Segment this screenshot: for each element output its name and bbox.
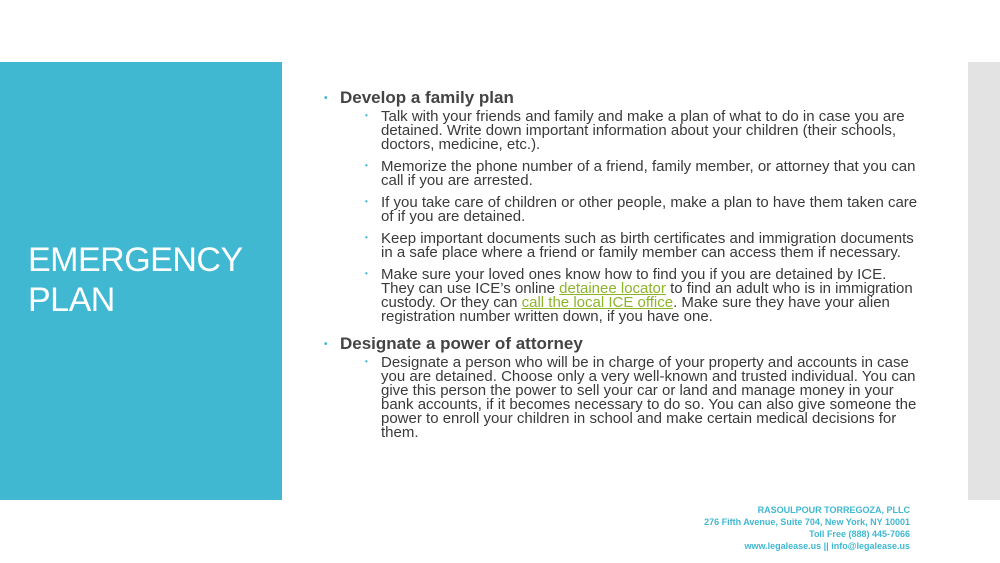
list-item-text: Memorize the phone number of a friend, family member, or attorney that you can call if you are arrested. [381,158,916,189]
list-item [365,232,922,260]
section-heading [322,88,922,108]
list-item [365,268,922,324]
footer-phone: Toll Free (888) 445-7066 [809,529,910,539]
slide-title [28,240,278,320]
sub-bullet-list [322,110,922,324]
section-power-of-attorney [322,334,922,440]
list-item-text: Talk with your friends and family and make a plan of what to do in case you are detained. Write down important information about your children (their schools, doctors, medicine, etc.). [381,108,905,153]
section-heading-text: Develop a family plan [340,88,514,107]
section-heading-text: Designate a power of attorney [340,334,583,353]
footer-web: www.legalease.us || info@legalease.us [744,541,910,551]
right-sidebar-panel [968,62,1000,500]
bullet-icon: • [324,339,328,350]
list-item [365,110,922,152]
list-item-text: If you take care of children or other people, make a plan to have them taken care of if you are detained. [381,194,918,225]
slide-title-line1: EMERGENCY [28,241,243,279]
section-heading [322,334,922,354]
section-family-plan [322,88,922,324]
footer-address: 276 Fifth Avenue, Suite 704, New York, NY 10001 [704,517,910,527]
slide-content [322,88,922,450]
bullet-icon: • [365,269,368,278]
list-item-text-part1: Make sure your loved ones know how to find you if you are detained by ICE. They can use ICE’s online [381,266,887,297]
bullet-icon: • [365,111,368,120]
footer-firm-name: RASOULPOUR TORREGOZA, PLLC [757,505,910,515]
bullet-icon: • [365,357,368,366]
call-ice-office-link[interactable]: call the local ICE office [521,294,674,311]
list-item [365,356,922,440]
list-item-text-part2: to find an adult who is in immigration custody. Or they can [381,280,913,311]
list-item [365,196,922,224]
list-item [365,160,922,188]
list-item-text: Keep important documents such as birth certificates and immigration documents in a safe place where a friend or family member can access them if necessary. [381,230,914,261]
bullet-icon: • [365,161,368,170]
detainee-locator-link[interactable]: detainee locator [559,280,666,297]
slide-title-line2: PLAN [28,281,115,319]
bullet-icon: • [365,197,368,206]
footer-contact [704,504,910,552]
bullet-icon: • [324,93,328,104]
list-item-text-part3: . Make sure they have your alien registration number written down, if you have one. [381,294,890,325]
list-item-text: Designate a person who will be in charge of your property and accounts in case you are detained. Choose only a very well-known and trusted individual. You can give this person the power to sell your car or land and manage money in your bank accounts, if it becomes necessary to do so. You can also give someone the power to enroll your children in school and make certain medical decisions for them. [381,354,917,441]
sub-bullet-list [322,356,922,440]
bullet-icon: • [365,233,368,242]
